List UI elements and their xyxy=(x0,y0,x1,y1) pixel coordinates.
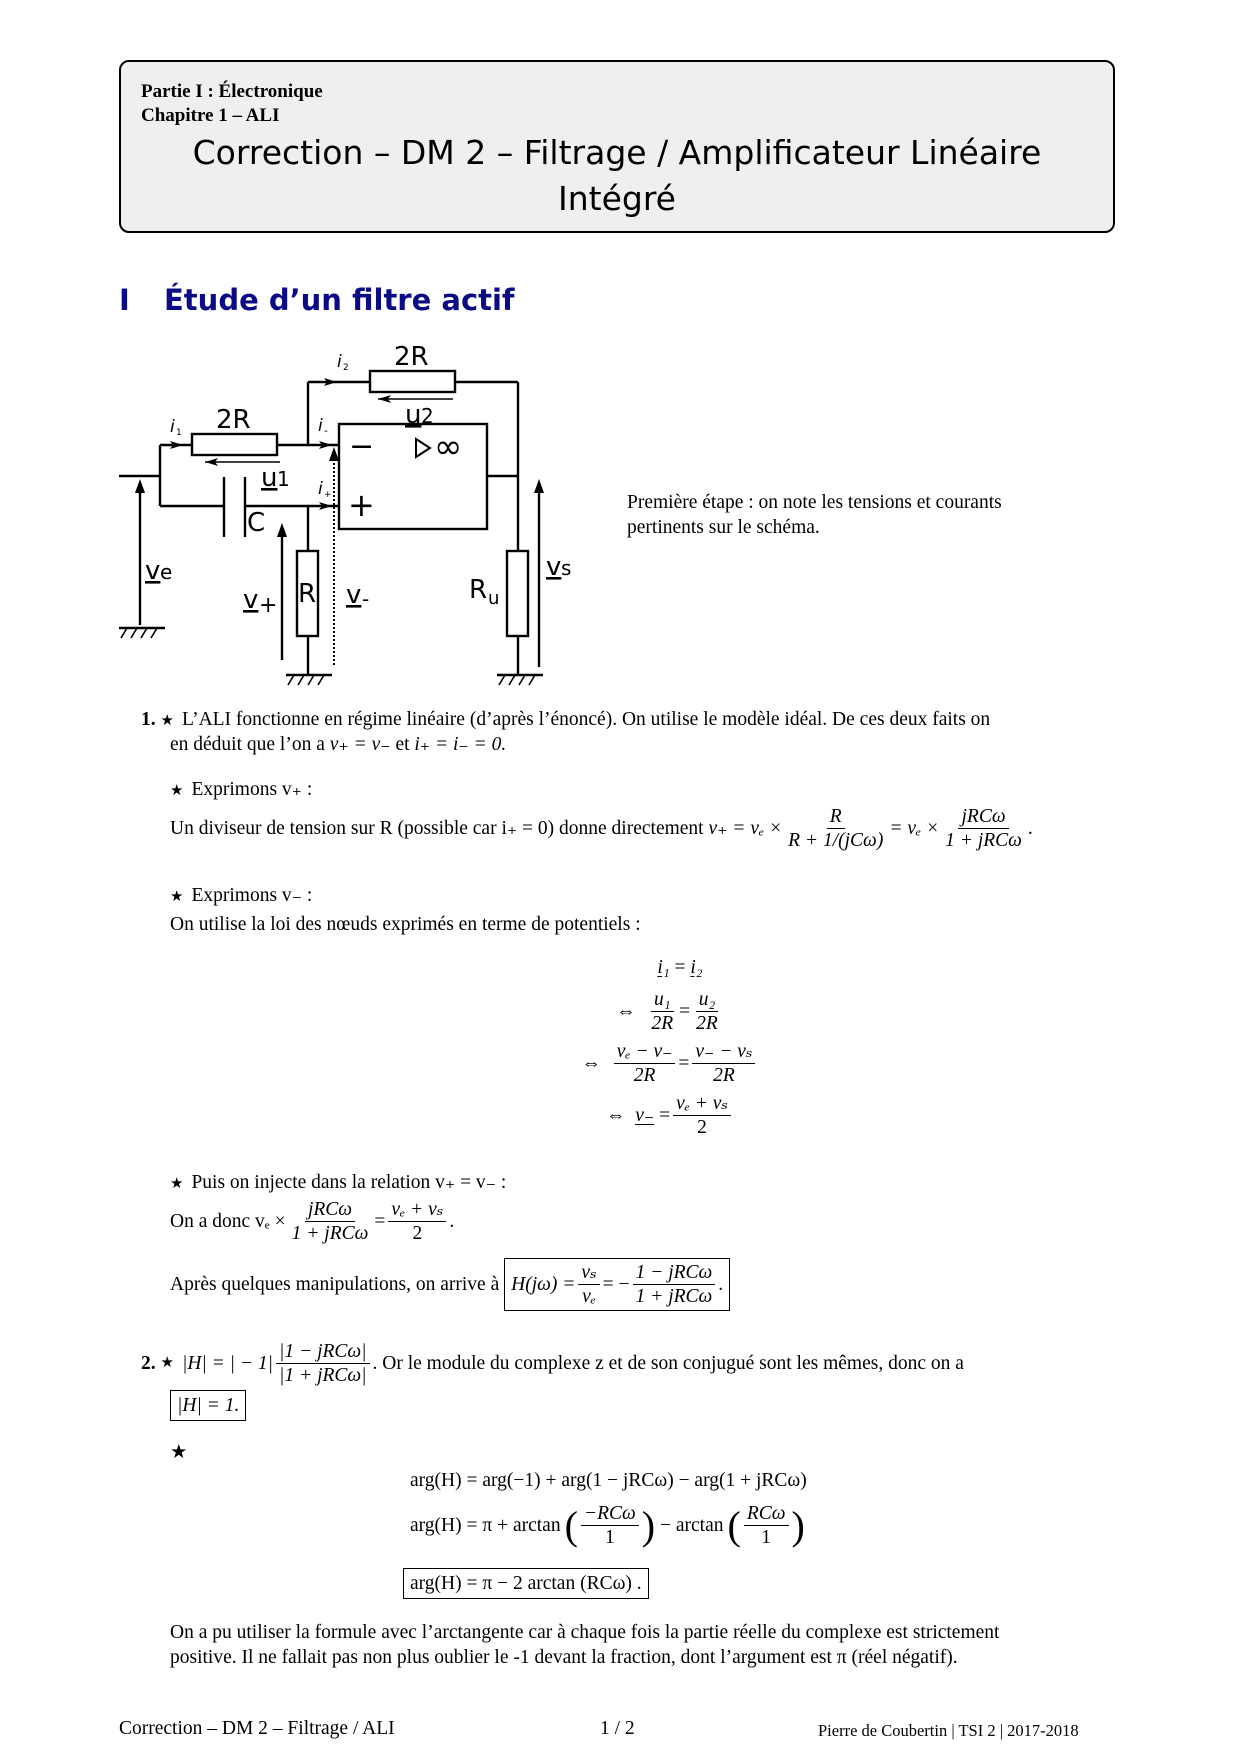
document-title-line1: Correction – DM 2 – Filtrage / Amplificateur Linéaire xyxy=(192,133,1042,172)
i2-label: i xyxy=(337,352,342,372)
vminus-label: v xyxy=(346,580,362,610)
arg-eq-2 xyxy=(410,1502,805,1549)
star-icon: ★ xyxy=(170,1176,184,1192)
arg-eq-1: arg(H) = arg(−1) + arg(1 − jRCω) − arg(1 + jRCω) xyxy=(410,1470,807,1491)
star-icon: ★ xyxy=(160,713,174,729)
mod-lhs: |H| = | − 1| xyxy=(181,1353,274,1374)
star-icon: ★ xyxy=(170,783,184,799)
frac-num: R xyxy=(827,805,845,829)
frac-den: 1 xyxy=(761,1527,772,1548)
r-ground-label: R xyxy=(298,579,317,609)
circuit-note: Première étape : on note les tensions et courants pertinents sur le schéma. xyxy=(627,492,1002,538)
node-eq-3: ⇔ v₋ = $\frac{\text{vₑ + vₛ}}{2}$ xyxy=(540,1089,800,1141)
result-mid: = − xyxy=(602,1274,630,1295)
frac-num: u₁ xyxy=(651,988,674,1012)
q2-number: 2. xyxy=(141,1353,156,1374)
section-number: I xyxy=(119,283,130,317)
ve-label: v xyxy=(145,556,161,586)
equiv-symbol: ⇔ xyxy=(581,1052,602,1074)
node-equations xyxy=(540,955,800,1141)
node-eq-0: i₁ = i₂ xyxy=(657,957,703,978)
node-eq-1: ⇔ $\frac{\text{u₁}}{2R}$ = $\frac{\text{u₂}}{2R}$ xyxy=(540,985,800,1037)
remark-line1: On a pu utiliser la formule avec l’arctangente car à chaque fois la partie réelle du complexe est strictement xyxy=(170,1622,1000,1643)
equiv-symbol: ⇔ xyxy=(606,1104,626,1126)
frac-den: 2 xyxy=(412,1223,423,1244)
chapter-label: Chapitre 1 – ALI xyxy=(141,105,280,126)
i1-label: i xyxy=(170,417,175,437)
frac-num: u₂ xyxy=(696,988,719,1012)
star-icon: ★ xyxy=(170,889,184,905)
ve-sub: e xyxy=(160,560,173,584)
vplus-frac2 xyxy=(942,805,1025,852)
frac-den: 2R xyxy=(713,1064,735,1086)
q1-intro xyxy=(141,707,1126,734)
frac-den: 1 + jRCω xyxy=(945,830,1022,851)
frac-den: 2R xyxy=(696,1012,718,1034)
i-plus-label: i xyxy=(318,479,323,499)
circuit-diagram xyxy=(110,335,590,695)
frac-den: |1 + jRCω| xyxy=(279,1365,367,1386)
i-plus-sub: + xyxy=(324,490,332,500)
frac-num: vₑ + vₛ xyxy=(388,1198,446,1222)
transfer-function-result xyxy=(170,1258,730,1311)
q1-intro-line1: L’ALI fonctionne en régime linéaire (d’après l’énoncé). On utilise le modèle idéal. De ces deux faits on xyxy=(181,709,991,730)
inject-equation: On a donc vₑ × $\frac{\text{jRCω}}{\text{1 + jRCω}}$ = $\frac{\text{vₑ + vₛ}}{2}$ . xyxy=(170,1199,455,1244)
eq-lhs: i₁ xyxy=(657,957,670,978)
r-feedback-label: 2R xyxy=(394,342,429,372)
document-title-line2: Intégré xyxy=(558,179,676,218)
paren-close: ) xyxy=(791,1503,805,1548)
q2-modulus xyxy=(141,1340,1126,1387)
boxed-result: H(jω) = $\frac{\text{vₛ}}{\text{vₑ}}$ = − $\frac{\text{1 − jRCω}}{\text{1 + jRCω}}$ . xyxy=(504,1258,730,1311)
arg2-prefix: arg(H) = π + arctan xyxy=(410,1515,561,1536)
frac-num: v₋ − vₛ xyxy=(692,1040,755,1064)
vplus-equation: Un diviseur de tension sur R (possible car i₊ = 0) donne directement v₊ = vₑ × $\frac{R}{\text{R + 1/(jCω)}}$ = vₑ × $\frac{\text{jRCω}}{\text{1 + jRCω}}$ . xyxy=(170,806,1033,851)
vminus-sub: - xyxy=(362,587,370,611)
mod-text: . Or le module du complexe z et de son conjugué sont les mêmes, donc on a xyxy=(372,1353,964,1374)
paren-close: ) xyxy=(641,1503,656,1548)
part-label: Partie I : Électronique xyxy=(141,81,323,102)
i-minus-label: i xyxy=(318,416,323,436)
frac-num: |1 − jRCω| xyxy=(276,1340,369,1364)
capacitor-label: C xyxy=(247,508,266,538)
arg-eq-3 xyxy=(403,1568,649,1599)
boxed-arg-result: arg(H) = π − 2 arctan (RCω) . xyxy=(403,1568,649,1599)
frac-den: R + 1/(jCω) xyxy=(788,830,884,851)
frac-den: 2 xyxy=(697,1116,707,1138)
vplus-text: Un diviseur de tension sur R (possible car i₊ = 0) donne directement xyxy=(170,818,704,839)
i1-sub: 1 xyxy=(176,428,182,438)
page-number: 1 / 2 xyxy=(600,1718,635,1739)
q1-intro-text: en déduit que l’on a xyxy=(170,734,325,755)
vplus-lhs: v₊ = vₑ × xyxy=(708,818,783,839)
frac-den: 1 + jRCω xyxy=(291,1223,369,1244)
frac-num: vₑ + vₛ xyxy=(673,1092,731,1116)
star-icon: ★ xyxy=(170,1442,188,1463)
document-header xyxy=(119,60,1115,233)
u2-sub: 2 xyxy=(421,404,434,428)
paren-open: ( xyxy=(564,1503,578,1548)
vminus-text: On utilise la loi des nœuds exprimés en terme de potentiels : xyxy=(170,914,641,935)
vminus-heading xyxy=(170,883,312,910)
op-plus-label: + xyxy=(348,486,375,524)
frac-den: 1 xyxy=(604,1527,615,1548)
vs-sub: s xyxy=(561,556,572,580)
r-input-label: 2R xyxy=(216,405,251,435)
frac-num: RCω xyxy=(744,1502,789,1526)
vplus-sub: + xyxy=(259,593,278,618)
vplus-heading-text: Exprimons v₊ : xyxy=(191,779,313,800)
frac-num: vₛ xyxy=(578,1261,599,1285)
star-icon: ★ xyxy=(160,1355,174,1371)
inject-heading xyxy=(170,1170,506,1197)
u1-label: u xyxy=(261,463,278,493)
frac-num: 1 − jRCω xyxy=(633,1261,716,1285)
frac-den: 1 + jRCω xyxy=(635,1286,713,1307)
equiv-symbol: ⇔ xyxy=(616,1000,636,1022)
r-load-sub: u xyxy=(488,588,500,609)
vplus-label: v xyxy=(243,585,259,615)
vs-label: v xyxy=(546,552,562,582)
frac-num: jRCω xyxy=(958,805,1008,829)
q1-et: et xyxy=(395,734,410,755)
q1-number: 1. xyxy=(141,709,156,730)
frac-num: −RCω xyxy=(581,1502,639,1526)
section-title: Étude d’un filtre actif xyxy=(164,283,515,317)
inject-text: On a donc vₑ × xyxy=(170,1211,286,1232)
vplus-frac1 xyxy=(785,805,886,852)
vplus-mid: = vₑ × xyxy=(889,818,940,839)
i2-sub: 2 xyxy=(343,363,349,373)
r-load-label: R xyxy=(469,575,488,605)
inject-heading-text: Puis on injecte dans la relation v₊ = v₋ : xyxy=(191,1172,507,1193)
footer-right: Pierre de Coubertin | TSI 2 | 2017-2018 xyxy=(818,1721,1079,1740)
u2-label: u xyxy=(405,400,422,430)
i-minus-sub: - xyxy=(324,424,328,437)
q1-eq-i: i₊ = i₋ = 0. xyxy=(414,734,507,755)
frac-den: 2R xyxy=(651,1012,674,1034)
paren-open: ( xyxy=(727,1503,741,1548)
op-infinity-label: ∞ xyxy=(434,427,463,467)
result-text: Après quelques manipulations, on arrive à xyxy=(170,1274,500,1295)
boxed-mod-result: |H| = 1. xyxy=(170,1390,246,1421)
remark-line2: positive. Il ne fallait pas non plus oublier le -1 devant la fraction, dont l’argument est π (réel négatif). xyxy=(170,1647,958,1668)
footer-left: Correction – DM 2 – Filtrage / ALI xyxy=(119,1718,395,1739)
vplus-heading xyxy=(170,777,312,804)
arg2-mid: − arctan xyxy=(659,1515,724,1536)
mod-result xyxy=(170,1390,246,1421)
eq-rhs: i₂ xyxy=(690,957,703,978)
op-minus-label: − xyxy=(349,429,375,464)
vminus-heading-text: Exprimons v₋ : xyxy=(191,885,313,906)
result-lhs: H(jω) = xyxy=(511,1274,576,1295)
q1-eq-v: v₊ = v₋ xyxy=(329,734,391,755)
q1-intro-line2 xyxy=(170,732,506,757)
node-eq-2: ⇔ $\frac{\text{vₑ − v₋}}{2R}$ = $\frac{\text{v₋ − vₛ}}{2R}$ xyxy=(540,1037,800,1089)
frac-den: vₑ xyxy=(582,1286,596,1307)
eq-lhs: v₋ xyxy=(635,1104,655,1126)
u1-sub: 1 xyxy=(277,467,290,491)
frac-den: 2R xyxy=(633,1064,656,1086)
frac-num: jRCω xyxy=(305,1198,355,1222)
frac-num: vₑ − v₋ xyxy=(614,1040,676,1064)
